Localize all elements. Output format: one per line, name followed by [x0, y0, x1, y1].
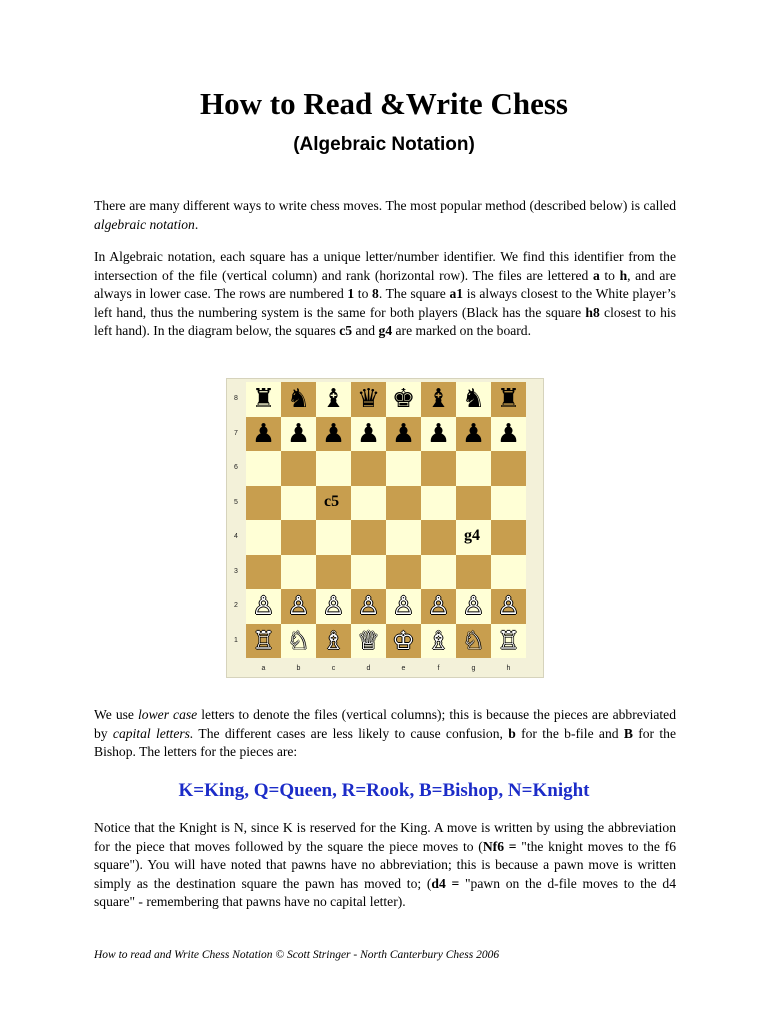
square-d2: [351, 589, 386, 624]
square-d7: [351, 417, 386, 452]
file-label-c: c: [331, 665, 336, 672]
square-label-g4: g4: [464, 527, 480, 544]
square-c5: [316, 486, 351, 521]
black-piece-d7: ♟: [356, 418, 381, 449]
file-label-d: d: [366, 665, 371, 672]
square-h8: [491, 382, 526, 417]
square-f4: [421, 520, 456, 555]
square-d3: [351, 555, 386, 590]
square-a3: [246, 555, 281, 590]
square-c1: [316, 624, 351, 659]
square-a7: [246, 417, 281, 452]
white-piece-c2: ♙: [322, 591, 345, 620]
square-h3: [491, 555, 526, 590]
square-g8: [456, 382, 491, 417]
rank-label-8: 8: [234, 395, 238, 402]
black-piece-d8: ♛: [356, 384, 381, 414]
rank-label-7: 7: [234, 429, 238, 437]
black-piece-g8: ♞: [461, 384, 486, 414]
square-e8: [386, 382, 421, 417]
square-f3: [421, 555, 456, 590]
file-label-b: b: [296, 665, 301, 672]
black-piece-f8: ♝: [426, 384, 451, 414]
white-piece-e1: ♔: [392, 625, 415, 655]
black-piece-b7: ♟: [286, 418, 311, 449]
black-piece-h8: ♜: [496, 384, 521, 414]
black-piece-b8: ♞: [286, 384, 311, 414]
white-piece-h1: ♖: [497, 625, 520, 655]
white-piece-d2: ♙: [357, 591, 380, 620]
square-g3: [456, 555, 491, 590]
square-h2: [491, 589, 526, 624]
square-g5: [456, 486, 491, 521]
square-f6: [421, 451, 456, 486]
white-piece-a1: ♖: [252, 625, 275, 655]
square-g4: [456, 520, 491, 555]
square-b5: [281, 486, 316, 521]
square-g7: [456, 417, 491, 452]
square-e3: [386, 555, 421, 590]
page-title: How to Read &Write Chess: [200, 86, 568, 121]
moves-paragraph: Notice that the Knight is N, since K is reserved for the King. A move is written by using the abbreviation for the piece that moves followed by the square the piece moves to (Nf6 = "the knight moves to the f6 square"). You will have noted that pawns have no abbreviation; this is because a pawn move is written simply as the destination square the pawn has moved to; (d4 = "pawn on the d-file moves to the d4 square" - remembering that pawns have no capital letter).: [94, 820, 676, 910]
square-e5: [386, 486, 421, 521]
file-label-g: g: [471, 665, 476, 672]
chess-board: [246, 382, 526, 658]
white-piece-a2: ♙: [252, 591, 275, 620]
rank-label-1: 1: [234, 636, 238, 644]
square-d1: [351, 624, 386, 659]
square-c8: [316, 382, 351, 417]
square-e6: [386, 451, 421, 486]
square-h7: [491, 417, 526, 452]
rank-label-5: 5: [234, 498, 238, 506]
square-e7: [386, 417, 421, 452]
square-b8: [281, 382, 316, 417]
square-c3: [316, 555, 351, 590]
square-f5: [421, 486, 456, 521]
square-f1: [421, 624, 456, 659]
rank-label-3: 3: [234, 567, 238, 575]
black-piece-a8: ♜: [251, 384, 276, 414]
square-d5: [351, 486, 386, 521]
square-c2: [316, 589, 351, 624]
square-b2: [281, 589, 316, 624]
square-b1: [281, 624, 316, 659]
square-d8: [351, 382, 386, 417]
white-piece-f2: ♙: [427, 591, 450, 620]
square-f2: [421, 589, 456, 624]
square-b4: [281, 520, 316, 555]
square-b3: [281, 555, 316, 590]
black-piece-e8: ♚: [391, 384, 416, 414]
square-h1: [491, 624, 526, 659]
white-piece-b1: ♘: [287, 625, 310, 655]
square-g2: [456, 589, 491, 624]
case-paragraph: We use lower case letters to denote the files (vertical columns); this is because the pieces are abbreviated by capital letters. The different cases are less likely to cause confusion, b for the b-file and B for the Bishop. The letters for the pieces are:: [94, 707, 676, 760]
square-a5: [246, 486, 281, 521]
rank-label-2: 2: [234, 602, 238, 609]
square-g6: [456, 451, 491, 486]
piece-key: K=King, Q=Queen, R=Rook, B=Bishop, N=Knight: [178, 780, 590, 801]
black-piece-f7: ♟: [426, 418, 451, 449]
white-piece-c1: ♗: [322, 625, 345, 655]
white-piece-h2: ♙: [497, 591, 520, 620]
square-e2: [386, 589, 421, 624]
white-piece-b2: ♙: [287, 591, 310, 620]
file-label-e: e: [401, 665, 406, 672]
square-d4: [351, 520, 386, 555]
square-e4: [386, 520, 421, 555]
black-piece-h7: ♟: [496, 418, 521, 449]
square-label-c5: c5: [324, 492, 340, 510]
square-a1: [246, 624, 281, 659]
square-a4: [246, 520, 281, 555]
square-f8: [421, 382, 456, 417]
white-piece-e2: ♙: [392, 591, 415, 620]
white-piece-d1: ♕: [357, 625, 380, 655]
white-piece-f1: ♗: [427, 625, 450, 655]
file-label-f: f: [437, 665, 440, 672]
chess-diagram: [226, 378, 544, 678]
black-piece-a7: ♟: [251, 418, 276, 449]
square-d6: [351, 451, 386, 486]
square-a6: [246, 451, 281, 486]
square-h4: [491, 520, 526, 555]
file-label-h: h: [506, 665, 511, 672]
black-piece-c7: ♟: [321, 418, 346, 449]
page-footer: How to read and Write Chess Notation © Scott Stringer - North Canterbury Chess 2006: [94, 949, 500, 961]
black-piece-g7: ♟: [461, 418, 486, 449]
intro-paragraph: There are many different ways to write chess moves. The most popular method (described below) is called algebraic notation.: [94, 198, 676, 232]
square-b7: [281, 417, 316, 452]
square-c6: [316, 451, 351, 486]
rank-label-4: 4: [234, 533, 238, 540]
white-piece-g1: ♘: [462, 625, 485, 655]
square-h5: [491, 486, 526, 521]
page-subtitle: (Algebraic Notation): [293, 134, 475, 155]
file-label-a: a: [261, 665, 266, 672]
square-e1: [386, 624, 421, 659]
algebraic-paragraph: In Algebraic notation, each square has a unique letter/number identifier. We find this identifier from the intersection of the file (vertical column) and rank (horizontal row). The files are lettered a to h, and are always in lower case. The rows are numbered 1 to 8. The square a1 is always closest to the White player’s left hand, thus the numbering system is the same for both players (Black has the square h8 closest to his left hand). In the diagram below, the squares c5 and g4 are marked on the board.: [94, 249, 676, 339]
square-b6: [281, 451, 316, 486]
square-c4: [316, 520, 351, 555]
rank-label-6: 6: [234, 464, 238, 471]
black-piece-e7: ♟: [391, 418, 416, 449]
square-c7: [316, 417, 351, 452]
square-h6: [491, 451, 526, 486]
square-a8: [246, 382, 281, 417]
square-f7: [421, 417, 456, 452]
black-piece-c8: ♝: [321, 384, 346, 414]
square-g1: [456, 624, 491, 659]
white-piece-g2: ♙: [462, 591, 485, 620]
square-a2: [246, 589, 281, 624]
